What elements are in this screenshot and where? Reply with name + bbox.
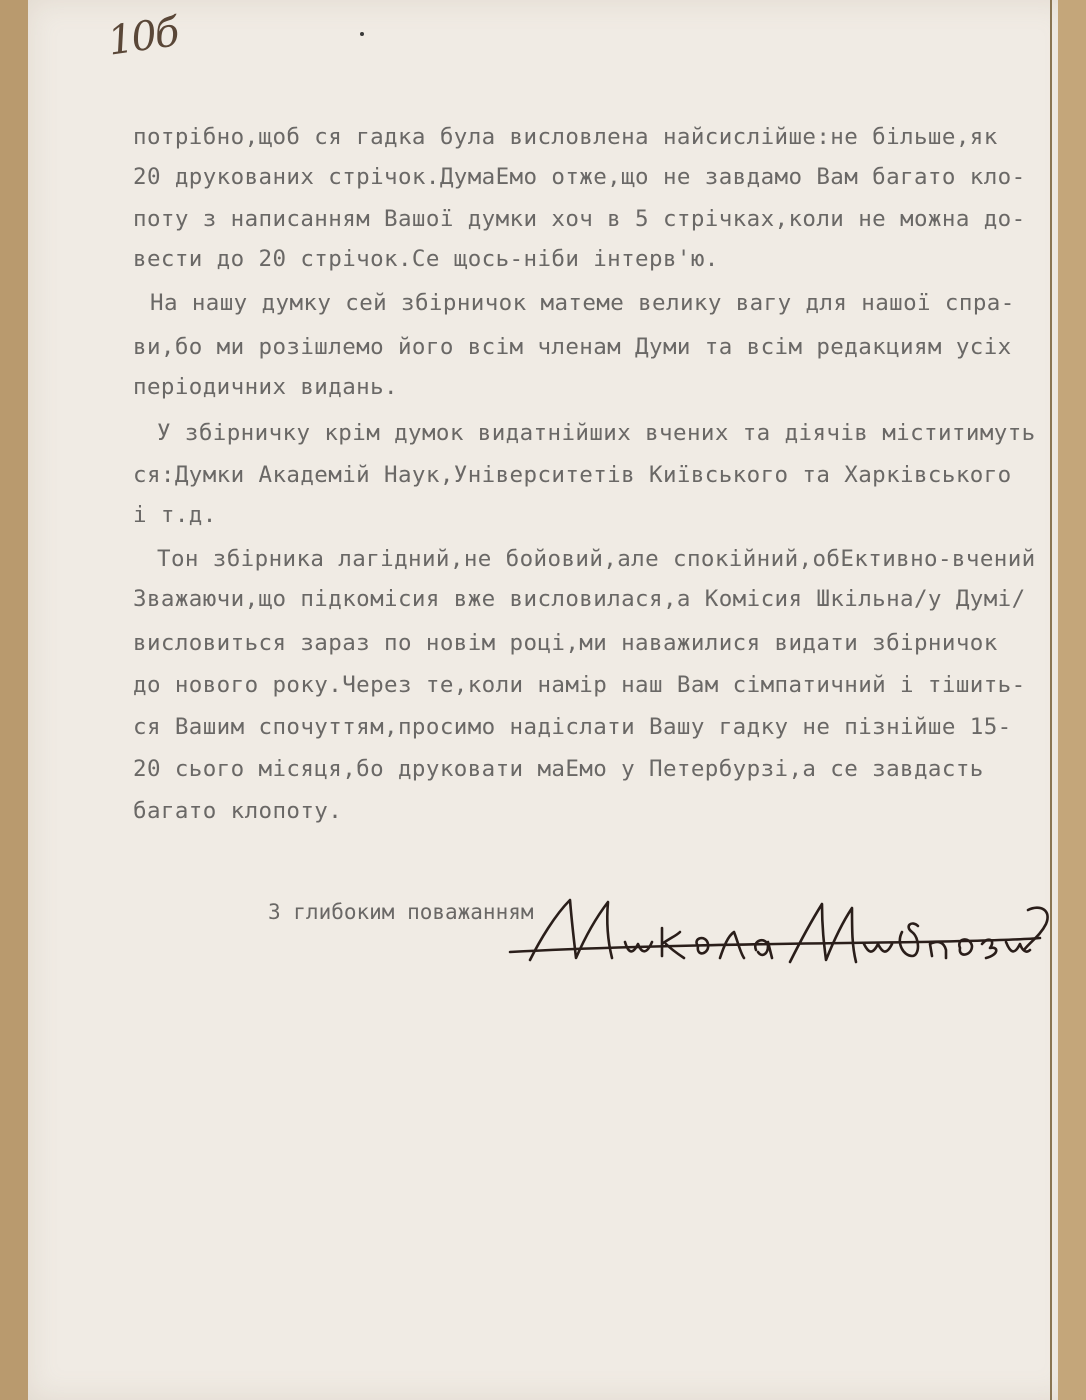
text-line: 20 сього місяця,бо друковати маЕмо у Петербурзі,а се завдасть	[133, 756, 984, 782]
text-line: ви,бо ми розішлемо його всім членам Думи та всім редакциям усіх	[133, 334, 1012, 360]
text-line: ся:Думки Академій Наук,Університетів Київського та Харківського	[133, 462, 1012, 488]
text-line: періодичних видань.	[133, 374, 398, 400]
text-line: Тон збірника лагідний,не бойовий,але спокійний,обЕктивно-вчений	[157, 546, 1036, 572]
text-line: На нашу думку сей збірничок матеме велику вагу для нашої спра-	[150, 290, 1015, 316]
text-line: вести до 20 стрічок.Се щось-ніби інтерв'ю.	[133, 246, 719, 272]
text-line: Зважаючи,що підкомісия вже висловилася,а Комісия Шкільна/у Думі/	[133, 586, 1026, 612]
folio-number: 10б	[105, 9, 181, 65]
text-line: У збірничку крім думок видатнійших вчених та діячів міститимуть	[157, 420, 1036, 446]
closing-phrase: З глибоким поважанням	[268, 900, 534, 924]
text-line: ся Вашим спочуттям,просимо надіслати Вашу гадку не пізнійше 15-	[133, 714, 1012, 740]
signature-drawing	[500, 880, 1060, 1000]
text-line: потрібно,щоб ся гадка була висловлена найсислійше:не більше,як	[133, 124, 998, 150]
text-line: висловиться зараз по новім році,ми наважилися видати збірничок	[133, 630, 998, 656]
text-line: поту з написанням Вашої думки хоч в 5 стрічках,коли не можна до-	[133, 206, 1026, 232]
text-line: 20 друкованих стрічок.ДумаЕмо отже,що не завдамо Вам багато кло-	[133, 164, 1026, 190]
handwritten-signature	[500, 880, 1060, 1000]
text-line: і т.д.	[133, 502, 217, 528]
text-line: до нового року.Через те,коли намір наш Вам сімпатичний і тішить-	[133, 672, 1026, 698]
text-line: багато клопоту.	[133, 798, 343, 824]
